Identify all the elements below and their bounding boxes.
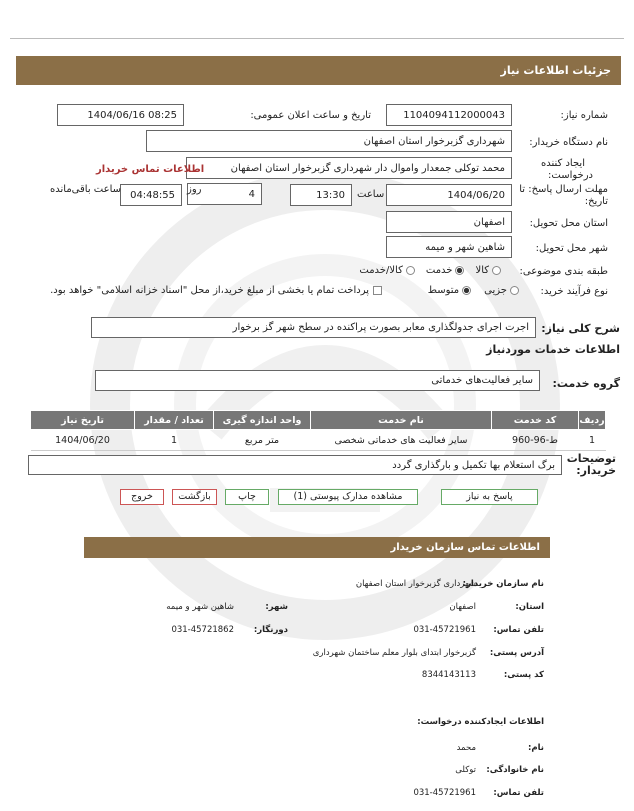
time-left-field: 04:48:55 <box>120 184 182 206</box>
first-name-label: نام: <box>527 743 544 753</box>
buyer-org-field: شهرداری گزبرخوار استان اصفهان <box>146 130 512 152</box>
announce-datetime-label: تاریخ و ساعت اعلان عمومی: <box>250 110 371 121</box>
col-name: نام خدمت <box>311 411 492 430</box>
checkbox-icon <box>373 286 382 295</box>
phone-value: 031-45721961 <box>413 625 476 635</box>
province-label: استان محل تحویل: <box>529 218 608 229</box>
city-contact-value: شاهین شهر و میمه <box>166 602 234 612</box>
buyer-notes-field: برگ استعلام بها تکمیل و بارگذاری گردد <box>28 455 562 475</box>
need-number-field: 1104094112000043 <box>386 104 512 126</box>
postal-code-value: 8344143113 <box>421 670 476 680</box>
process-option-minor[interactable]: جزیی <box>484 285 522 296</box>
table-header-row <box>31 411 606 430</box>
remaining-label: ساعت باقی‌مانده <box>50 184 122 195</box>
col-code: کد خدمت <box>492 411 579 430</box>
top-divider <box>10 38 624 39</box>
phone-label: تلفن تماس: <box>493 625 544 635</box>
cell-name: سایر فعالیت های خدماتی شخصی <box>311 430 492 451</box>
city-field: شاهین شهر و میمه <box>386 236 512 258</box>
org-name-label: نام سازمان خریدار: <box>462 579 544 589</box>
payment-checkbox-row[interactable] <box>50 285 386 296</box>
creator-phone-label: تلفن تماس: <box>493 788 544 798</box>
col-date: تاریخ نیاز <box>31 411 135 430</box>
fax-value: 031-45721862 <box>171 625 234 635</box>
last-name-label: نام خانوادگی: <box>486 765 544 775</box>
first-name-value: محمد <box>456 743 476 753</box>
reply-button[interactable]: پاسخ به نیاز <box>441 489 538 505</box>
announce-datetime-field: 1404/06/16 08:25 <box>57 104 184 126</box>
col-qty: تعداد / مقدار <box>135 411 214 430</box>
creator-label: ایجاد کننده <box>541 158 585 169</box>
creator-info-heading: اطلاعات ایجادکننده درخواست: <box>417 717 544 727</box>
cell-code: ط-96-960 <box>492 430 579 451</box>
creator-label-2: درخواست: <box>548 170 593 181</box>
deadline-label-2: تاریخ: <box>584 196 608 207</box>
col-row: ردیف <box>579 411 606 430</box>
category-option-goods[interactable]: کالا <box>475 265 504 276</box>
radio-icon <box>406 266 415 275</box>
col-unit: واحد اندازه گیری <box>214 411 311 430</box>
service-group-field: سایر فعالیت‌های خدماتی <box>95 370 540 391</box>
buyer-notes-label: توضیحات <box>566 452 616 465</box>
deadline-time-label: ساعت <box>357 189 385 200</box>
contact-section-title: اطلاعات تماس سازمان خریدار <box>390 542 540 553</box>
address-value: گزبرخوار ابتدای بلوار معلم ساختمان شهرداری <box>312 648 476 658</box>
exit-button[interactable]: خروج <box>120 489 164 505</box>
province-contact-label: استان: <box>515 602 544 612</box>
summary-label: شرح کلی نیاز: <box>541 322 620 335</box>
category-option-goods-service[interactable]: کالا/خدمت <box>359 265 418 276</box>
buyer-notes-label-2: خریدار: <box>576 464 616 477</box>
buyer-org-label: نام دستگاه خریدار: <box>529 137 608 148</box>
radio-selected-icon <box>455 266 464 275</box>
radio-icon <box>510 286 519 295</box>
payment-note: پرداخت تمام یا بخشی از مبلغ خرید،از محل "اسناد خزانه اسلامی" خواهد بود. <box>50 285 369 296</box>
deadline-date-field: 1404/06/20 <box>386 184 512 206</box>
cell-date: 1404/06/20 <box>31 430 135 451</box>
page-title-bar <box>16 56 621 85</box>
summary-field: اجرت اجرای جدولگذاری معابر بصورت پراکنده در سطح شهر گز برخوار <box>91 317 536 338</box>
city-contact-label: شهر: <box>265 602 288 612</box>
deadline-label: مهلت ارسال پاسخ: تا <box>519 184 608 195</box>
address-label: آدرس پستی: <box>489 648 544 658</box>
process-radio-group <box>428 285 522 296</box>
postal-code-label: کد پستی: <box>503 670 544 680</box>
cell-unit: متر مربع <box>214 430 311 451</box>
contact-info-link[interactable]: اطلاعات تماس خریدار <box>96 164 205 175</box>
day-label: روز <box>187 184 202 195</box>
services-info-heading: اطلاعات خدمات موردنیاز <box>486 343 620 356</box>
view-documents-button[interactable]: مشاهده مدارک پیوستی (1) <box>278 489 418 505</box>
table-row <box>31 430 606 451</box>
org-name-value: شهرداری گزبرخوار استان اصفهان <box>355 579 476 589</box>
service-group-label: گروه خدمت: <box>552 377 620 390</box>
back-button[interactable]: بازگشت <box>172 489 217 505</box>
category-option-service[interactable]: خدمت <box>426 265 468 276</box>
cell-row: 1 <box>579 430 606 451</box>
deadline-time-field: 13:30 <box>290 184 352 206</box>
page-title: جزئیات اطلاعات نیاز <box>500 64 611 77</box>
need-number-label: شماره نیاز: <box>560 110 608 121</box>
fax-label: دورنگار: <box>253 625 288 635</box>
last-name-value: توکلی <box>455 765 476 775</box>
creator-field: محمد توکلی جمعدار واموال دار شهرداری گزبرخوار استان اصفهان <box>186 157 512 179</box>
services-table <box>30 410 606 451</box>
province-field: اصفهان <box>386 211 512 233</box>
category-radio-group <box>359 265 504 276</box>
category-label: طبقه بندی موضوعی: <box>519 266 608 277</box>
process-type-label: نوع فرآیند خرید: <box>540 286 608 297</box>
process-option-medium[interactable]: متوسط <box>428 285 474 296</box>
creator-phone-value: 031-45721961 <box>413 788 476 798</box>
radio-selected-icon <box>462 286 471 295</box>
contact-section-bar <box>84 537 550 558</box>
days-left-field: 4 <box>187 183 262 205</box>
print-button[interactable]: چاپ <box>225 489 269 505</box>
city-label: شهر محل تحویل: <box>535 243 608 254</box>
province-contact-value: اصفهان <box>449 602 476 612</box>
radio-icon <box>492 266 501 275</box>
cell-qty: 1 <box>135 430 214 451</box>
